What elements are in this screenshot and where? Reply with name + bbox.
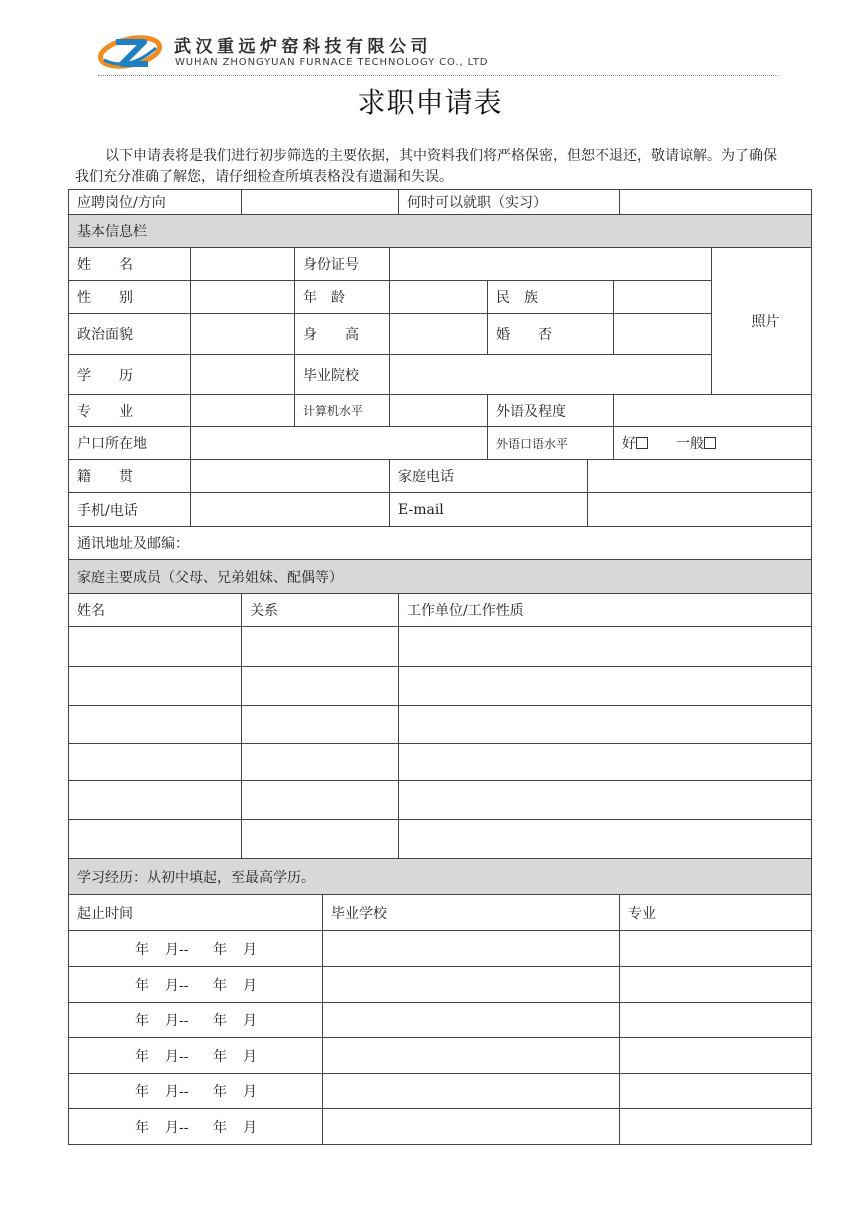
study-section-header: 学习经历：从初中填起，至最高学历。 [69, 859, 812, 895]
intro-paragraph: 以下申请表将是我们进行初步筛选的主要依据，其中资料我们将严格保密，但恕不退还，敬请谅解。为了确保我们充分准确了解您，请仔细检查所填表格没有遗漏和失误。 [75, 148, 777, 185]
family-cell[interactable] [399, 667, 812, 706]
school-label: 毕业院校 [295, 355, 390, 395]
study-school-field[interactable] [323, 1003, 620, 1038]
study-period-field[interactable]: 年 月-- 年 月 [69, 1074, 323, 1109]
oral-good-checkbox[interactable] [636, 437, 648, 449]
family-cell[interactable] [69, 706, 242, 744]
ethnicity-field[interactable] [614, 281, 712, 314]
email-label: E-mail [390, 493, 588, 527]
education-label: 学 历 [69, 355, 191, 395]
company-logo [98, 32, 162, 74]
address-field[interactable]: 通讯地址及邮编： [69, 527, 812, 560]
basic-grid-table [68, 247, 812, 460]
position-label: 应聘岗位/方向 [69, 190, 242, 215]
gender-label: 性 别 [69, 281, 191, 314]
family-header-relation: 关系 [242, 594, 399, 627]
name-field[interactable] [191, 248, 295, 281]
available-label: 何时可以就职（实习） [399, 190, 620, 215]
study-period-field[interactable]: 年 月-- 年 月 [69, 967, 323, 1003]
family-cell[interactable] [399, 781, 812, 820]
home-phone-field[interactable] [588, 460, 812, 493]
study-period-field[interactable]: 年 月-- 年 月 [69, 1003, 323, 1038]
ethnicity-label: 民 族 [488, 281, 614, 314]
age-label: 年 龄 [295, 281, 390, 314]
family-cell[interactable] [69, 744, 242, 781]
study-table [68, 894, 812, 1145]
native-field[interactable] [191, 460, 390, 493]
oral-good-label: 好 [622, 436, 636, 452]
study-major-field[interactable] [620, 1003, 812, 1038]
study-major-field[interactable] [620, 967, 812, 1003]
contact-table [68, 459, 812, 594]
header-divider [98, 75, 778, 76]
political-label: 政治面貌 [69, 314, 191, 355]
mobile-label: 手机/电话 [69, 493, 191, 527]
marital-field[interactable] [614, 314, 712, 355]
study-school-field[interactable] [323, 1109, 620, 1145]
family-cell[interactable] [399, 744, 812, 781]
photo-box[interactable]: 照片 [712, 248, 812, 395]
family-cell[interactable] [69, 781, 242, 820]
oral-average-checkbox[interactable] [704, 437, 716, 449]
study-period-field[interactable]: 年 月-- 年 月 [69, 931, 323, 967]
study-major-field[interactable] [620, 1109, 812, 1145]
hukou-label: 户口所在地 [69, 427, 191, 460]
study-header-period: 起止时间 [69, 895, 323, 931]
study-header-school: 毕业学校 [323, 895, 620, 931]
language-label: 外语及程度 [488, 395, 614, 427]
study-major-field[interactable] [620, 931, 812, 967]
family-cell[interactable] [69, 667, 242, 706]
family-cell[interactable] [399, 706, 812, 744]
language-field[interactable] [614, 395, 812, 427]
study-school-field[interactable] [323, 1074, 620, 1109]
family-header-name: 姓名 [69, 594, 242, 627]
idcard-field[interactable] [390, 248, 712, 281]
position-field[interactable] [242, 190, 399, 215]
height-label: 身 高 [295, 314, 390, 355]
oral-options [614, 427, 812, 460]
oral-average-label: 一般 [676, 436, 704, 452]
family-cell[interactable] [399, 820, 812, 859]
idcard-label: 身份证号 [295, 248, 390, 281]
family-cell[interactable] [242, 820, 399, 859]
hukou-field[interactable] [191, 427, 488, 460]
company-name-cn: 武汉重远炉窑科技有限公司 [174, 37, 432, 57]
email-field[interactable] [588, 493, 812, 527]
family-cell[interactable] [242, 667, 399, 706]
mobile-field[interactable] [191, 493, 390, 527]
study-major-field[interactable] [620, 1074, 812, 1109]
family-table [68, 593, 812, 895]
height-field[interactable] [390, 314, 488, 355]
native-label: 籍 贯 [69, 460, 191, 493]
study-school-field[interactable] [323, 1038, 620, 1074]
family-cell[interactable] [399, 627, 812, 667]
study-major-field[interactable] [620, 1038, 812, 1074]
page-title: 求职申请表 [357, 86, 503, 119]
family-section-header: 家庭主要成员（父母、兄弟姐妹、配偶等） [69, 560, 812, 594]
available-field[interactable] [620, 190, 812, 215]
family-cell[interactable] [242, 781, 399, 820]
family-cell[interactable] [242, 627, 399, 667]
letterhead [98, 30, 778, 80]
family-cell[interactable] [242, 706, 399, 744]
company-name-en: WUHAN ZHONGYUAN FURNACE TECHNOLOGY CO., LTD [175, 57, 489, 68]
computer-label: 计算机水平 [295, 395, 390, 427]
oral-label: 外语口语水平 [488, 427, 614, 460]
study-period-field[interactable]: 年 月-- 年 月 [69, 1038, 323, 1074]
age-field[interactable] [390, 281, 488, 314]
marital-label: 婚 否 [488, 314, 614, 355]
home-phone-label: 家庭电话 [390, 460, 588, 493]
basic-section-header: 基本信息栏 [69, 215, 812, 248]
top-row-table [68, 189, 812, 248]
family-header-work: 工作单位/工作性质 [399, 594, 812, 627]
school-field[interactable] [390, 355, 712, 395]
major-field[interactable] [191, 395, 295, 427]
political-field[interactable] [191, 314, 295, 355]
family-cell[interactable] [242, 744, 399, 781]
study-school-field[interactable] [323, 967, 620, 1003]
computer-field[interactable] [390, 395, 488, 427]
gender-field[interactable] [191, 281, 295, 314]
name-label: 姓 名 [69, 248, 191, 281]
family-cell[interactable] [69, 627, 242, 667]
study-period-field[interactable]: 年 月-- 年 月 [69, 1109, 323, 1145]
study-header-major: 专业 [620, 895, 812, 931]
study-school-field[interactable] [323, 931, 620, 967]
education-field[interactable] [191, 355, 295, 395]
family-cell[interactable] [69, 820, 242, 859]
major-label: 专 业 [69, 395, 191, 427]
